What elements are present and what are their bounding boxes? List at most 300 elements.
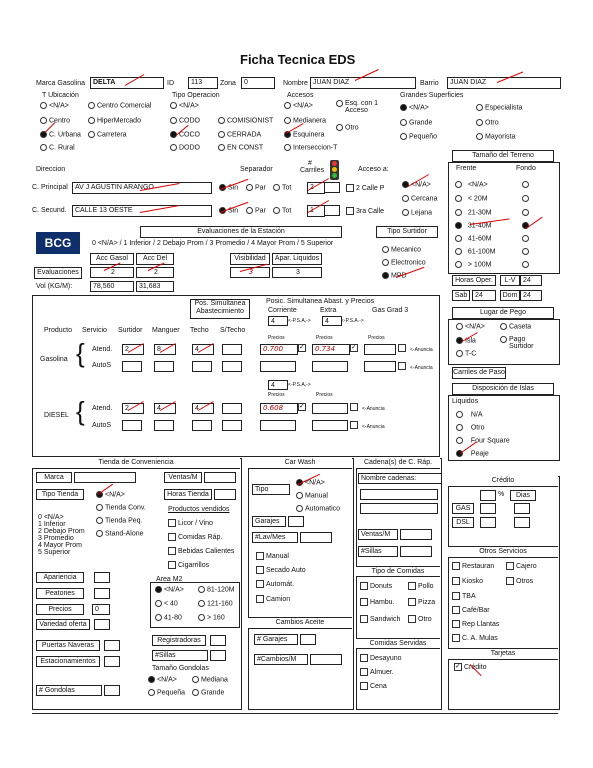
num-garajes-label: # Garajes: [254, 634, 298, 645]
radio-disp-four[interactable]: Four Square: [456, 437, 510, 444]
zona-label: Zona: [220, 80, 236, 87]
evaluaciones-scale: 0 <N/A> / 1 Inferior / 2 Debajo Prom / 3 Promedio / 4 Mayor Prom / 5 Superior: [92, 240, 334, 247]
radio-secund-tot[interactable]: Tot: [273, 207, 291, 214]
check-otro-comida[interactable]: Otro: [408, 615, 432, 623]
precios-label-3: Precios: [368, 335, 385, 341]
pct-label: %: [498, 491, 505, 498]
evaluaciones-button[interactable]: Evaluaciones: [34, 267, 82, 279]
brace-icon: {: [76, 338, 85, 368]
diesel-precios-label: Precios: [268, 392, 285, 398]
radio-terreno-30[interactable]: 21-30M: [455, 209, 492, 216]
diesel-surtidor-field[interactable]: 2: [122, 403, 144, 414]
direccion-label: Direccion: [36, 166, 66, 173]
check-almuerzo[interactable]: Almuer.: [360, 668, 394, 676]
radio-area-120[interactable]: 81-120M: [198, 586, 235, 593]
radio-secund-sin[interactable]: Sin: [219, 207, 238, 214]
cadena-field-1[interactable]: [360, 489, 438, 500]
diesel-anuncia-label-2: <-Anuncia: [362, 424, 385, 430]
separador-label: Separador: [240, 166, 273, 173]
radio-accesos-esquinera[interactable]: Esquinera: [284, 131, 325, 138]
gas-grad3-precio[interactable]: [364, 344, 396, 355]
radio-tienda-stand[interactable]: Stand-Alone: [96, 530, 144, 537]
radio-area-over160[interactable]: > 160: [198, 614, 225, 621]
gas-atend-label: Atend.: [92, 346, 113, 353]
diesel-pos[interactable]: 4: [268, 380, 288, 390]
radio-disp-otro[interactable]: Otro: [456, 424, 484, 431]
bcg-logo: BCG: [36, 232, 80, 254]
radio-terreno-over100[interactable]: > 100M: [455, 261, 491, 268]
gas-techo-autos[interactable]: [192, 361, 212, 372]
gas-credito-field[interactable]: [480, 503, 496, 514]
radio-tienda-peq[interactable]: Tienda Peq.: [96, 517, 143, 524]
gas-surtidor-field[interactable]: 2: [122, 344, 144, 355]
col-producto: Producto: [44, 327, 73, 334]
radio-area-40[interactable]: < 40: [155, 600, 178, 607]
radio-pago-surtidor[interactable]: Pago Surtidor: [500, 336, 539, 350]
anuncia-label: <-Anuncia: [410, 347, 433, 353]
radio-operacion-na[interactable]: <N/A>: [170, 102, 199, 109]
radio-pago-na[interactable]: <N/A>: [456, 323, 485, 330]
principal-label: C. Principal: [32, 184, 68, 191]
terreno-header: Tamaño del Terreno: [452, 150, 554, 162]
radio-area-na[interactable]: <N/A>: [155, 586, 184, 593]
horas-oper-label: Horas Oper.: [452, 275, 496, 286]
extra-anuncia-check[interactable]: [350, 344, 360, 352]
diesel-anuncia-check[interactable]: [298, 403, 308, 411]
gas-label: GAS: [452, 503, 474, 514]
psa-label: <-P.S.A.->: [288, 318, 311, 324]
barrio-label: Barrio: [420, 80, 439, 87]
col-manguer: Manguer: [152, 327, 180, 334]
diesel-techo-autos[interactable]: [192, 420, 212, 431]
lv-field[interactable]: 24: [520, 275, 542, 286]
id-label: ID: [167, 80, 174, 87]
check-hambu[interactable]: Hambu.: [360, 598, 395, 606]
secund-label: C. Secund.: [32, 207, 67, 214]
radio-principal-par[interactable]: Par: [246, 184, 266, 191]
corriente-anuncia-check[interactable]: [298, 344, 308, 352]
radio-fondo-over100[interactable]: [522, 261, 531, 268]
radio-fondo-60[interactable]: [522, 235, 531, 242]
check-credito-tarjeta[interactable]: ✓Crédito: [454, 663, 487, 671]
barrio-field[interactable]: JUAN DIAZ: [447, 77, 561, 89]
variedad-label: Variedad oferta: [36, 619, 90, 630]
acc-del-field[interactable]: 2: [136, 267, 174, 278]
cambios-m-field[interactable]: [310, 654, 342, 665]
tienda-marca-field[interactable]: [74, 472, 136, 483]
radio-ubicacion-na[interactable]: <N/A>: [40, 102, 69, 109]
diesel-manguer-autos[interactable]: [154, 420, 174, 431]
pos-simul-label: Pos. Simultanea Abastecimiento: [190, 299, 250, 319]
sab-field[interactable]: 24: [472, 290, 496, 301]
cadena-title: Cadena(s) de C. Ráp.: [356, 458, 440, 469]
evaluaciones-title: Evaluaciones de la Estación: [140, 226, 342, 238]
tienda-title: Tienda de Conveniencia: [32, 458, 240, 469]
estacionamientos-label: Estacionamientos: [36, 656, 100, 667]
radio-acceso-cercana[interactable]: Cercana: [402, 195, 437, 202]
radio-accesos-medianera[interactable]: Medianera: [284, 117, 326, 124]
radio-area-160[interactable]: 121-160: [198, 600, 233, 607]
id-field[interactable]: 113: [188, 77, 218, 89]
vol-label: Vol (KG/M):: [36, 283, 73, 290]
check-cw-automat[interactable]: Automát.: [256, 580, 294, 588]
otros-servicios-label: Otros Servicios: [448, 546, 558, 558]
principal-carriles[interactable]: 2: [307, 182, 325, 194]
diesel-manguer-field[interactable]: 4: [154, 403, 176, 414]
diesel-stecho-autos[interactable]: [222, 420, 242, 431]
apar-liquidos-field[interactable]: 3: [272, 267, 322, 278]
diesel-anuncia-check-2[interactable]: [350, 403, 360, 411]
gas-stecho-field[interactable]: [222, 344, 242, 355]
disposicion-header: Disposición de Islas: [452, 383, 554, 395]
tienda-ventas-field[interactable]: [204, 472, 236, 483]
diesel-label: DIESEL: [44, 412, 69, 419]
variedad-field[interactable]: [94, 619, 110, 630]
gas-manguer-autos[interactable]: [154, 361, 174, 372]
radio-gondola-na[interactable]: <N/A>: [148, 676, 177, 683]
check-pizza[interactable]: Pizza: [408, 598, 435, 606]
num-gondolas-label: # Gondolas: [36, 685, 102, 696]
acc-del-label: Acc Del: [136, 253, 174, 265]
num-garajes-field[interactable]: [300, 634, 316, 645]
radio-surtidor-electronico[interactable]: Electronico: [382, 259, 426, 266]
ubicacion-label: T Ubicación: [42, 92, 79, 99]
tienda-scale-3: 3 Promedio: [38, 535, 74, 542]
tienda-precios-field[interactable]: 0: [92, 604, 110, 615]
radio-accesos-otro[interactable]: Otro: [336, 124, 359, 131]
col-techo: Techo: [190, 327, 209, 334]
diesel-surtidor-autos[interactable]: [122, 420, 142, 431]
registradoras-field[interactable]: [210, 635, 226, 646]
gas-autos-precio-1[interactable]: [260, 361, 296, 372]
tienda-scale-1: 1 Inferior: [38, 521, 66, 528]
extra-label: Extra: [320, 307, 337, 314]
diesel-autos-precio-1[interactable]: [260, 420, 296, 431]
principal-field[interactable]: AV J AGUSTIN ARANGO: [72, 182, 212, 194]
radio-operacion-comisionist[interactable]: COMISIONIST: [218, 117, 273, 124]
precio-corriente[interactable]: 0.700: [260, 344, 298, 355]
credito-title: Crédito: [448, 476, 558, 487]
radio-accesos-na[interactable]: <N/A>: [284, 102, 313, 109]
radio-area-80[interactable]: 41-80: [155, 614, 182, 621]
radio-operacion-codo[interactable]: CODO: [170, 117, 200, 124]
radio-ubicacion-hipermercado[interactable]: HiperMercado: [88, 117, 141, 124]
check-restauran[interactable]: Restauran: [452, 562, 494, 570]
radio-superficies-otro[interactable]: Otro: [476, 119, 499, 126]
registradoras-label: Registradoras: [152, 635, 206, 646]
carriles-label: # Carriles: [300, 160, 325, 174]
nombre-field[interactable]: JUAN DIAZ: [310, 77, 416, 89]
gas-surtidor-autos[interactable]: [122, 361, 142, 372]
radio-accesos-esq1[interactable]: Esq. con 1 Acceso: [336, 100, 385, 114]
check-cafe[interactable]: Café/Bar: [452, 606, 490, 614]
tienda-ventas-label: Ventas/M: [164, 472, 202, 483]
peatones-field[interactable]: [94, 588, 110, 599]
horas-tienda-field[interactable]: [214, 489, 236, 500]
radio-ubicacion-carretera[interactable]: Carretera: [88, 131, 127, 138]
zona-field[interactable]: 0: [241, 77, 275, 89]
check-licor[interactable]: Licor / Vino: [168, 519, 213, 527]
tienda-marca-label: Marca: [36, 472, 72, 483]
radio-superficies-pequeno[interactable]: Pequeño: [400, 133, 437, 140]
check-cajero[interactable]: Cajero: [506, 562, 537, 570]
radio-fondo-20[interactable]: [522, 195, 531, 202]
radio-terreno-20[interactable]: < 20M: [455, 195, 488, 202]
radio-terreno-60[interactable]: 41-60M: [455, 235, 492, 242]
radio-disp-na[interactable]: N/A: [456, 411, 483, 418]
radio-terreno-na[interactable]: <N/A>: [455, 181, 488, 188]
radio-superficies-mayorista[interactable]: Mayorista: [476, 133, 515, 140]
area-label: Area M2: [156, 576, 183, 583]
radio-ubicacion-centro-comercial[interactable]: Centro Comercial: [88, 102, 151, 109]
diesel-psa-label: <-P.S.A.->: [288, 382, 311, 388]
gasolina-label: Gasolina: [40, 356, 68, 363]
corriente-label: Corriente: [268, 307, 297, 314]
check-cw-secado[interactable]: Secado Auto: [256, 566, 306, 574]
tercera-calle-check[interactable]: 3ra Calle: [346, 207, 384, 215]
radio-carwash-auto[interactable]: Automatico: [296, 505, 340, 512]
radio-terreno-40[interactable]: 31-40M: [455, 222, 492, 229]
diesel-stecho-field[interactable]: [222, 403, 242, 414]
check-pollo[interactable]: Pollo: [408, 582, 434, 590]
precio-diesel[interactable]: 0.608: [260, 403, 298, 414]
autos-anuncia-check[interactable]: [398, 362, 408, 370]
radio-superficies-especialista[interactable]: Especialista: [476, 104, 522, 111]
carwash-title: Car Wash: [248, 458, 352, 469]
frente-label: Frente: [456, 165, 477, 172]
gas-dias-field[interactable]: [514, 503, 530, 514]
gas-autos-precio-2[interactable]: [312, 361, 348, 372]
radio-ubicacion-urbana[interactable]: C. Urbana: [40, 131, 81, 138]
radio-accesos-interseccion[interactable]: Interseccion-T: [284, 144, 337, 151]
peatones-label: Peatones: [36, 588, 84, 599]
radio-operacion-dodo[interactable]: DODO: [170, 144, 200, 151]
diesel-autos-precio-2[interactable]: [312, 420, 348, 431]
dom-field[interactable]: 24: [520, 290, 542, 301]
acc-gasol-field[interactable]: 2: [90, 267, 134, 278]
radio-pago-isla[interactable]: Isla: [456, 337, 476, 344]
brace-icon: {: [76, 396, 85, 426]
radio-surtidor-mpd[interactable]: MPD: [382, 272, 407, 279]
precios-label-2: Precios: [316, 335, 333, 341]
principal-carriles-extra[interactable]: [324, 182, 340, 193]
radio-disp-peaje[interactable]: Peaje: [456, 450, 489, 457]
credito-pct-field[interactable]: [480, 490, 496, 501]
radio-fondo-na[interactable]: [522, 181, 531, 188]
puertas-field[interactable]: [104, 640, 120, 651]
corriente-pos[interactable]: 4: [268, 316, 288, 326]
tarjetas-label: Tarjetas: [448, 648, 558, 660]
diesel-techo-field[interactable]: 4: [192, 403, 214, 414]
superficies-label: Grandes Superficies: [400, 92, 464, 99]
tienda-scale-0: 0 <N/A>: [38, 514, 64, 521]
tienda-sillas-field[interactable]: [210, 650, 226, 661]
estacionamientos-field[interactable]: [104, 656, 120, 667]
gas-stecho-autos[interactable]: [222, 361, 242, 372]
accesos-label: Accesos: [287, 92, 314, 99]
precio-extra[interactable]: 0.734: [312, 344, 350, 355]
check-sandwich[interactable]: Sandwich: [360, 615, 400, 623]
gas-autos-precio-3[interactable]: [364, 361, 396, 372]
marca-field[interactable]: DELTA: [90, 77, 164, 89]
tienda-scale-2: 2 Debajo Prom: [38, 528, 85, 535]
check-kiosko[interactable]: Kiosko: [452, 577, 483, 585]
nombre-label: Nombre: [283, 80, 308, 87]
apariencia-label: Apariencia: [36, 572, 84, 583]
tienda-scale-4: 4 Mayor Prom: [38, 542, 82, 549]
radio-principal-sin[interactable]: Sin: [219, 184, 238, 191]
diesel-anuncia-label: <-Anuncia: [362, 406, 385, 412]
radio-pago-tc[interactable]: T-C: [456, 350, 476, 357]
servidas-label: Comidas Servidas: [356, 638, 440, 649]
surtidor-header: Tipo Surtidor: [376, 226, 438, 238]
diesel-precio-2[interactable]: [312, 403, 348, 414]
radio-operacion-cerrada[interactable]: CERRADA: [218, 131, 261, 138]
cambios-m-label: #Cambios/M: [254, 654, 308, 665]
check-donuts[interactable]: Donuts: [360, 582, 392, 590]
cadena-nombre-label: Nombre cadenas:: [358, 473, 442, 484]
radio-ubicacion-centro[interactable]: Centro: [40, 117, 70, 124]
anuncia-label-2: <-Anuncia: [410, 365, 433, 371]
radio-operacion-en-const[interactable]: EN CONST: [218, 144, 263, 151]
radio-pago-caseta[interactable]: Caseta: [500, 323, 531, 330]
apariencia-field[interactable]: [94, 572, 110, 583]
radio-superficies-grande[interactable]: Grande: [400, 119, 432, 126]
radio-terreno-100[interactable]: 61-100M: [455, 248, 496, 255]
cadena-sillas-field[interactable]: [400, 546, 432, 557]
radio-superficies-na[interactable]: <N/A>: [400, 104, 429, 111]
check-cigarrillos[interactable]: Cigarrillos: [168, 561, 209, 569]
tienda-sillas-label: #Sillas: [152, 650, 208, 661]
secund-carriles[interactable]: 1: [307, 205, 325, 217]
fondo-label: Fondo: [516, 165, 536, 172]
radio-acceso-lejana[interactable]: Lejana: [402, 209, 432, 216]
tienda-precios-label: Precios: [36, 604, 84, 615]
check-ca-mulas[interactable]: C. A. Mulas: [452, 634, 498, 642]
bottom-divider: [32, 713, 558, 714]
extra-pos[interactable]: 4: [322, 316, 342, 326]
check-comidas[interactable]: Comidas Ráp.: [168, 533, 222, 541]
acc-gasol-label: Acc Gasol: [90, 253, 134, 265]
radio-carwash-na[interactable]: <N/A>: [296, 479, 325, 486]
garajes-label: Garajes: [252, 516, 286, 527]
dsl-dias-field[interactable]: [514, 517, 530, 528]
col-stecho: S/Techo: [220, 327, 246, 334]
precios-label: Precios: [268, 335, 285, 341]
tipo-comidas-label: Tipo de Comidas: [356, 566, 440, 577]
radio-tienda-na[interactable]: <N/A>: [96, 491, 125, 498]
carriles-paso-label: Carriles de Paso: [452, 367, 506, 379]
visibilidad-field[interactable]: 3: [230, 267, 270, 278]
radio-operacion-coco[interactable]: COCO: [170, 131, 200, 138]
radio-tienda-conv[interactable]: Tienda Conv.: [96, 504, 146, 511]
dsl-credito-field[interactable]: [480, 517, 496, 528]
marca-label: Marca Gasolina: [36, 80, 86, 87]
page-title: Ficha Tecnica EDS: [240, 52, 356, 67]
col-surtidor: Surtidor: [118, 327, 143, 334]
radio-fondo-30[interactable]: [522, 209, 531, 216]
radio-surtidor-mecanico[interactable]: Mecanico: [382, 246, 421, 253]
apar-liquidos-label: Apar. Liquidos: [272, 253, 322, 265]
lugar-pago-header: Lugar de Pego: [452, 307, 554, 319]
check-cw-manual[interactable]: Manual: [256, 552, 289, 560]
gas-techo-field[interactable]: 4: [192, 344, 214, 355]
productos-label: Productos vendidos: [168, 506, 230, 513]
secund-carriles-extra[interactable]: [324, 205, 340, 216]
diesel-autos-anuncia-check[interactable]: [350, 421, 360, 429]
gas-autos-label: AutoS: [92, 362, 112, 369]
dias-label: Dias: [510, 490, 536, 501]
vol-field-1[interactable]: 78,560: [90, 281, 134, 292]
lv-label: L-V: [500, 275, 520, 286]
psa-label-2: <-P.S.A.->: [341, 318, 364, 324]
radio-ubicacion-rural[interactable]: C. Rural: [40, 144, 75, 151]
visibilidad-label: Visibilidad: [230, 253, 270, 265]
check-cw-camion[interactable]: Camion: [256, 595, 290, 603]
check-rep-llantas[interactable]: Rep Llantas: [452, 620, 499, 628]
radio-gondola-pequena[interactable]: Pequeña: [148, 689, 185, 696]
garajes-field[interactable]: [288, 516, 304, 527]
diesel-autos-label: AutoS: [92, 422, 112, 429]
gas-manguer-field[interactable]: 8: [154, 344, 176, 355]
puertas-label: Puertas Naveras: [36, 640, 100, 651]
tipo-tienda-label: Tipo Tienda: [36, 489, 84, 500]
acceso-label: Acceso a:: [358, 166, 389, 173]
lav-mes-label: #Lav/Mes: [252, 532, 298, 543]
posic-title: Posic. Simultanea Abast. y Precios: [266, 298, 375, 305]
secund-field[interactable]: CALLE 13 OESTE: [72, 205, 212, 217]
radio-carwash-manual[interactable]: Manual: [296, 492, 328, 499]
dom-label: Dom: [500, 290, 520, 301]
operacion-label: Tipo Operacion: [172, 92, 220, 99]
check-bebidas[interactable]: Bebidas Calientes: [168, 547, 234, 555]
check-desayuno[interactable]: Desayuno: [360, 654, 402, 662]
calle-p-check[interactable]: 2 Calle P: [346, 184, 384, 192]
lav-mes-field[interactable]: [300, 532, 332, 543]
gondolas-label: Tamaño Gondolas: [152, 665, 209, 672]
cadena-ventas-field[interactable]: [400, 529, 432, 540]
radio-principal-tot[interactable]: Tot: [273, 184, 291, 191]
diesel-precios-label-2: Precios: [316, 392, 333, 398]
radio-acceso-na[interactable]: <N/A>: [402, 181, 431, 188]
liquidos-label: Liquidos: [452, 398, 479, 405]
radio-gondola-grande[interactable]: Grande: [192, 689, 224, 696]
sab-label: Sab: [452, 290, 470, 301]
abast-section: [32, 295, 440, 457]
check-cena[interactable]: Cena: [360, 682, 387, 690]
tienda-scale-5: 5 Superior: [38, 549, 71, 556]
cambios-title: Cambios Aceite: [248, 617, 352, 629]
terreno-section: [448, 162, 560, 274]
dsl-label: DSL: [452, 517, 474, 528]
cadena-ventas-label: Ventas/M: [358, 529, 398, 540]
gas-grad3-label: Gas Grad 3: [372, 307, 409, 314]
radio-gondola-mediana[interactable]: Mediana: [192, 676, 228, 683]
col-servicio: Servicio: [82, 327, 107, 334]
radio-secund-par[interactable]: Par: [246, 207, 266, 214]
check-otros[interactable]: Otros: [506, 577, 533, 585]
vol-field-2[interactable]: 31,683: [136, 281, 174, 292]
check-tba[interactable]: TBA: [452, 592, 476, 600]
carwash-tipo-label: Tipo: [252, 484, 290, 495]
traffic-light-icon: [330, 160, 339, 180]
cadena-field-2[interactable]: [360, 503, 438, 514]
radio-fondo-100[interactable]: [522, 248, 531, 255]
num-gondolas-field[interactable]: [104, 685, 120, 696]
diesel-atend-label: Atend.: [92, 405, 113, 412]
horas-tienda-label: Horas Tienda: [164, 489, 212, 500]
grad3-anuncia-check[interactable]: [398, 344, 408, 352]
